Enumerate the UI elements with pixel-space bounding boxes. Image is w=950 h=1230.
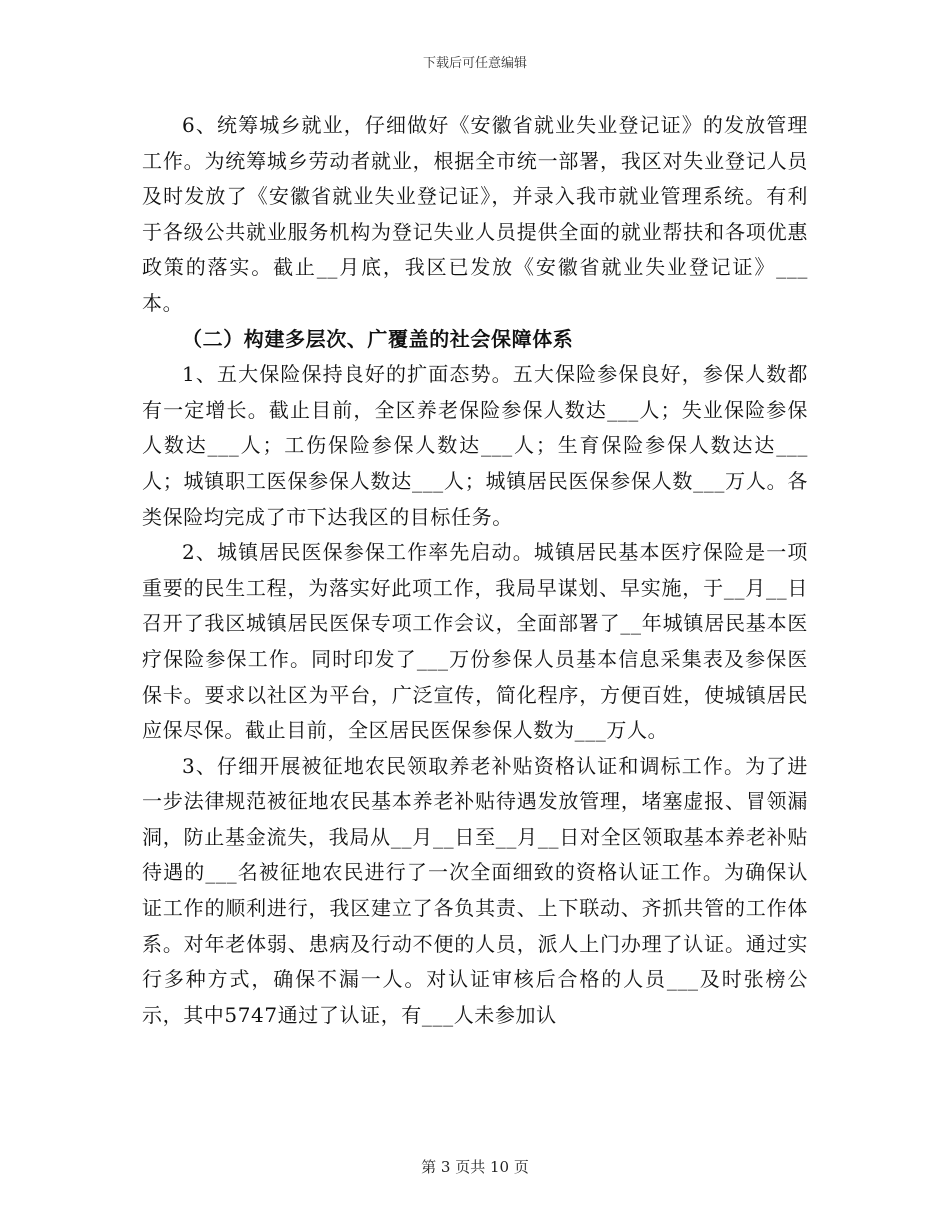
page-number-footer: 第 3 页共 10 页 [421, 1158, 529, 1176]
paragraph-five-insurances: 1、五大保险保持良好的扩面态势。五大保险参保良好，参保人数都有一定增长。截止目前，全区养老保险参保人数达___人；失业保险参保人数达___人；工伤保险参保人数达___人；生育保险参保人数达达___人；城镇职工医保参保人数达___人；城镇居民医保参保人数___万人。各类保险均完成了市下达我区的目标任务。 [142, 362, 808, 529]
document-body [142, 108, 808, 1033]
paragraph-employment-registration: 6、统筹城乡就业，仔细做好《安徽省就业失业登记证》的发放管理工作。为统筹城乡劳动者就业，根据全市统一部署，我区对失业登记人员及时发放了《安徽省就业失业登记证》，并录入我市就业管理系统。有利于各级公共就业服务机构为登记失业人员提供全面的就业帮扶和各项优惠政策的落实。截止__月底，我区已发放《安徽省就业失业登记证》___本。 [142, 113, 808, 315]
page-header: 下载后可任意编辑 [422, 56, 527, 71]
paragraph-landless-farmer-certification: 3、仔细开展被征地农民领取养老补贴资格认证和调标工作。为了进一步法律规范被征地农民基本养老补贴待遇发放管理，堵塞虚报、冒领漏洞，防止基金流失，我局从__月__日至__月__日对全区领取基本养老补贴待遇的___名被征地农民进行了一次全面细致的资格认证工作。为确保认证工作的顺利进行，我区建立了各负其责、上下联动、齐抓共管的工作体系。对年老体弱、患病及行动不便的人员，派人上门办理了认证。通过实行多种方式，确保不漏一人。对认证审核后合格的人员___及时张榜公示，其中5747通过了认证，有___人未参加认 [142, 753, 808, 1027]
paragraph-resident-medical-insurance: 2、城镇居民医保参保工作率先启动。城镇居民基本医疗保险是一项重要的民生工程，为落实好此项工作，我局早谋划、早实施，于__月__日召开了我区城镇居民医保专项工作会议，全面部署了__年城镇居民基本医疗保险参保工作。同时印发了___万份参保人员基本信息采集表及参保医保卡。要求以社区为平台，广泛宣传，简化程序，方便百姓，使城镇居民应保尽保。截止目前，全区居民医保参保人数为___万人。 [142, 540, 808, 743]
section-heading-social-security: （二）构建多层次、广覆盖的社会保障体系 [182, 326, 574, 351]
